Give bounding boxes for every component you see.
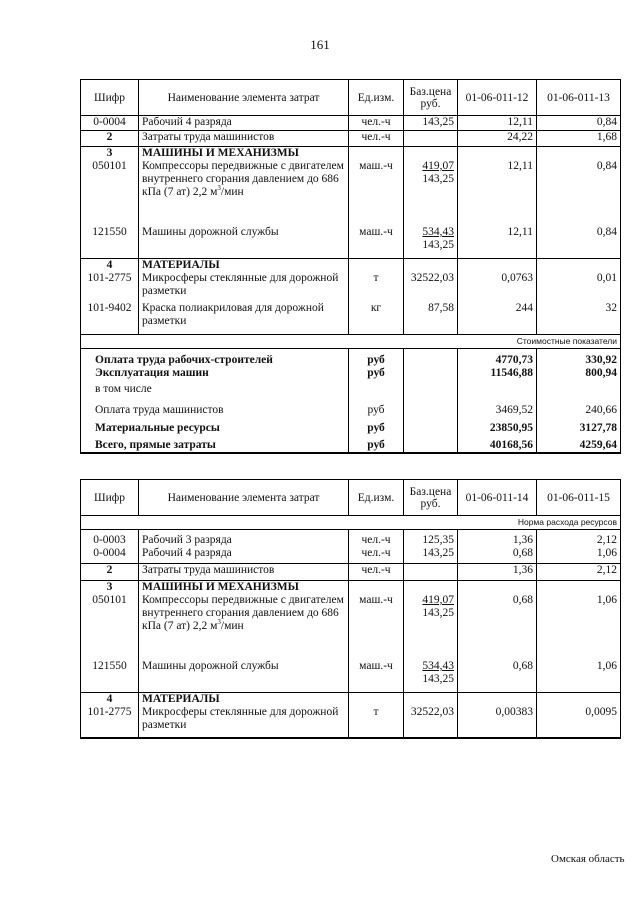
section-row bbox=[81, 147, 621, 161]
cost-table-1 bbox=[80, 79, 621, 454]
row-price: 534,43 143,25 bbox=[404, 226, 458, 258]
row-code: 101-2775 bbox=[81, 706, 139, 738]
header-code: Шифр bbox=[81, 80, 139, 116]
row-value-2: 32 bbox=[537, 302, 621, 335]
section-title: МАТЕРИАЛЫ bbox=[139, 258, 349, 272]
cost-name: Оплата труда рабочих-строителей bbox=[81, 349, 349, 367]
section-code: 4 bbox=[81, 692, 139, 706]
row-value-2: 0,84 bbox=[537, 116, 621, 131]
row-value-1: 0,68 bbox=[458, 547, 537, 564]
page-number: 161 bbox=[310, 37, 330, 52]
cost-name: Материальные ресурсы bbox=[81, 417, 349, 435]
caption-row bbox=[81, 335, 621, 349]
row-value-1: 0,68 bbox=[458, 594, 537, 660]
row-code: 0-0004 bbox=[81, 116, 139, 131]
row-value-1: 0,0763 bbox=[458, 272, 537, 302]
table-row bbox=[81, 131, 621, 147]
row-value-2: 0,01 bbox=[537, 272, 621, 302]
row-unit: маш.-ч bbox=[349, 226, 404, 258]
row-unit: чел.-ч bbox=[349, 547, 404, 564]
section-row bbox=[81, 692, 621, 706]
row-name: Компрессоры передвижные с двигателем внутреннего сгорания давлением до 686 кПа (7 ат) 2,2 $м^3$/мин bbox=[139, 160, 349, 226]
row-value-2: 1,06 bbox=[537, 594, 621, 660]
row-price: 32522,03 bbox=[404, 706, 458, 738]
row-price: 534,43 143,25 bbox=[404, 660, 458, 692]
cost-unit: руб bbox=[349, 399, 404, 417]
cost-row bbox=[81, 367, 621, 383]
table-row bbox=[81, 564, 621, 581]
cost-note-row bbox=[81, 383, 621, 399]
row-value-2: 0,0095 bbox=[537, 706, 621, 738]
header-col5: 01-06-011-14 bbox=[458, 480, 537, 516]
cost-row bbox=[81, 435, 621, 453]
cost-value-1: 3469,52 bbox=[458, 399, 537, 417]
header-base-price: Баз.цена руб. bbox=[404, 80, 458, 116]
cost-name: Оплата труда машинистов bbox=[81, 399, 349, 417]
row-unit: кг bbox=[349, 302, 404, 335]
section-code: 4 bbox=[81, 258, 139, 272]
row-value-1: 244 bbox=[458, 302, 537, 335]
row-code: 050101 bbox=[81, 160, 139, 226]
row-value-2: 1,06 bbox=[537, 547, 621, 564]
cost-table-2 bbox=[80, 479, 621, 739]
norm-caption: Норма расхода ресурсов bbox=[81, 516, 621, 530]
header-code: Шифр bbox=[81, 480, 139, 516]
row-price: 87,58 bbox=[404, 302, 458, 335]
table-row bbox=[81, 302, 621, 335]
table-row bbox=[81, 547, 621, 564]
row-code: 2 bbox=[81, 131, 139, 147]
table-row bbox=[81, 226, 621, 258]
row-value-2: 2,12 bbox=[537, 564, 621, 581]
row-code: 0-0003 bbox=[81, 530, 139, 547]
row-name: Рабочий 4 разряда bbox=[139, 116, 349, 131]
row-unit: т bbox=[349, 272, 404, 302]
table-row bbox=[81, 272, 621, 302]
row-value-1: 1,36 bbox=[458, 564, 537, 581]
cost-unit: руб bbox=[349, 367, 404, 383]
row-value-1: 24,22 bbox=[458, 131, 537, 147]
row-value-1: 12,11 bbox=[458, 226, 537, 258]
row-value-1: 12,11 bbox=[458, 160, 537, 226]
cost-value-2: 240,66 bbox=[537, 399, 621, 417]
table-row bbox=[81, 594, 621, 660]
row-value-1: 12,11 bbox=[458, 116, 537, 131]
row-price: 419,07 143,25 bbox=[404, 594, 458, 660]
cost-value-2: 4259,64 bbox=[537, 435, 621, 453]
row-unit: чел.-ч bbox=[349, 530, 404, 547]
row-name: Микросферы стеклянные для дорожной разметки bbox=[139, 706, 349, 738]
row-name: Машины дорожной службы bbox=[139, 226, 349, 258]
row-price: 143,25 bbox=[404, 116, 458, 131]
section-row bbox=[81, 581, 621, 595]
cost-value-1: 11546,88 bbox=[458, 367, 537, 383]
header-unit: Ед.изм. bbox=[349, 80, 404, 116]
row-name: Компрессоры передвижные с двигателем внутреннего сгорания давлением до 686 кПа (7 ат) 2,2 $м^3$/мин bbox=[139, 594, 349, 660]
caption-row bbox=[81, 516, 621, 530]
row-code: 121550 bbox=[81, 660, 139, 692]
row-value-2: 0,84 bbox=[537, 226, 621, 258]
row-code: 2 bbox=[81, 564, 139, 581]
row-name: Микросферы стеклянные для дорожной разметки bbox=[139, 272, 349, 302]
table-header-row bbox=[81, 80, 621, 116]
row-unit: т bbox=[349, 706, 404, 738]
section-code: 3 bbox=[81, 581, 139, 595]
row-price: 125,35 bbox=[404, 530, 458, 547]
cost-row bbox=[81, 349, 621, 367]
table-row bbox=[81, 160, 621, 226]
row-name: Затраты труда машинистов bbox=[139, 564, 349, 581]
section-title: МАШИНЫ И МЕХАНИЗМЫ bbox=[139, 147, 349, 161]
header-name: Наименование элемента затрат bbox=[139, 480, 349, 516]
cost-unit: руб bbox=[349, 349, 404, 367]
table-row bbox=[81, 116, 621, 131]
header-base-price: Баз.цена руб. bbox=[404, 480, 458, 516]
header-name: Наименование элемента затрат bbox=[139, 80, 349, 116]
header-unit: Ед.изм. bbox=[349, 480, 404, 516]
row-code: 050101 bbox=[81, 594, 139, 660]
header-col6: 01-06-011-13 bbox=[537, 80, 621, 116]
row-code: 101-9402 bbox=[81, 302, 139, 335]
cost-name: Эксплуатация машин bbox=[81, 367, 349, 383]
cost-value-1: 4770,73 bbox=[458, 349, 537, 367]
row-value-1: 0,00383 bbox=[458, 706, 537, 738]
cost-name: Всего, прямые затраты bbox=[81, 435, 349, 453]
row-value-1: 0,68 bbox=[458, 660, 537, 692]
row-unit: чел.-ч bbox=[349, 564, 404, 581]
row-value-1: 1,36 bbox=[458, 530, 537, 547]
section-code: 3 bbox=[81, 147, 139, 161]
row-name: Машины дорожной службы bbox=[139, 660, 349, 692]
row-price: 419,07 143,25 bbox=[404, 160, 458, 226]
row-value-2: 1,06 bbox=[537, 660, 621, 692]
row-value-2: 1,68 bbox=[537, 131, 621, 147]
cost-note: в том числе bbox=[81, 383, 349, 399]
row-code: 121550 bbox=[81, 226, 139, 258]
cost-value-1: 23850,95 bbox=[458, 417, 537, 435]
row-unit: чел.-ч bbox=[349, 131, 404, 147]
cost-value-2: 330,92 bbox=[537, 349, 621, 367]
cost-row bbox=[81, 417, 621, 435]
section-row bbox=[81, 258, 621, 272]
cost-value-2: 3127,78 bbox=[537, 417, 621, 435]
row-price: 32522,03 bbox=[404, 272, 458, 302]
section-title: МАТЕРИАЛЫ bbox=[139, 692, 349, 706]
row-value-2: 2,12 bbox=[537, 530, 621, 547]
table-header-row bbox=[81, 480, 621, 516]
row-code: 101-2775 bbox=[81, 272, 139, 302]
cost-unit: руб bbox=[349, 435, 404, 453]
table-row bbox=[81, 706, 621, 738]
row-unit: чел.-ч bbox=[349, 116, 404, 131]
header-col6: 01-06-011-15 bbox=[537, 480, 621, 516]
footer-region-label: Омская область bbox=[551, 853, 625, 865]
table-row bbox=[81, 530, 621, 547]
table-row bbox=[81, 660, 621, 692]
row-name: Затраты труда машинистов bbox=[139, 131, 349, 147]
row-unit: маш.-ч bbox=[349, 160, 404, 226]
row-price: 143,25 bbox=[404, 547, 458, 564]
row-unit: маш.-ч bbox=[349, 660, 404, 692]
row-name: Рабочий 4 разряда bbox=[139, 547, 349, 564]
cost-row bbox=[81, 399, 621, 417]
row-name: Краска полиакриловая для дорожной разметки bbox=[139, 302, 349, 335]
row-value-2: 0,84 bbox=[537, 160, 621, 226]
cost-indicators-caption: Стоимостные показатели bbox=[81, 335, 621, 349]
cost-value-2: 800,94 bbox=[537, 367, 621, 383]
row-name: Рабочий 3 разряда bbox=[139, 530, 349, 547]
row-code: 0-0004 bbox=[81, 547, 139, 564]
header-col5: 01-06-011-12 bbox=[458, 80, 537, 116]
row-unit: маш.-ч bbox=[349, 594, 404, 660]
cost-value-1: 40168,56 bbox=[458, 435, 537, 453]
cost-unit: руб bbox=[349, 417, 404, 435]
section-title: МАШИНЫ И МЕХАНИЗМЫ bbox=[139, 581, 349, 595]
